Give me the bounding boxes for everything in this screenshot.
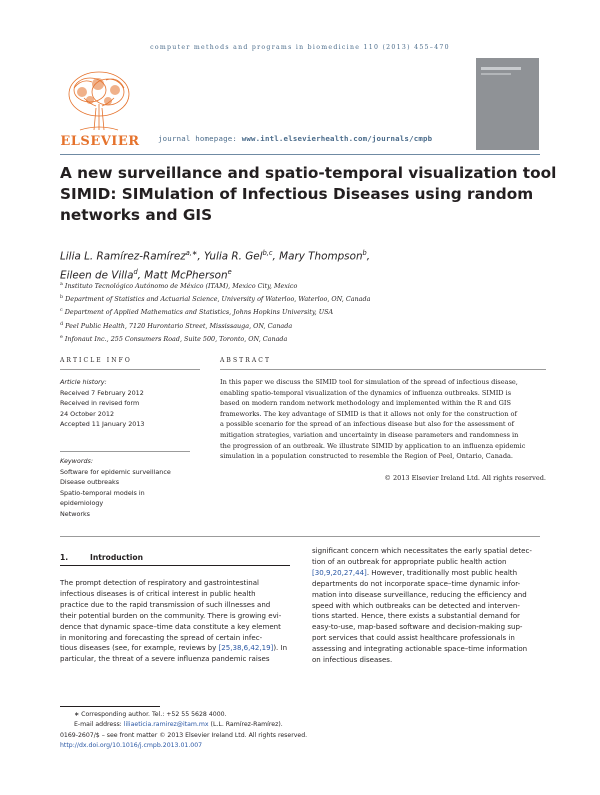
history-item: 24 October 2012	[60, 409, 115, 418]
body-line: dence that dynamic space–time data constitute a key element	[60, 621, 281, 631]
history-item: Received 7 February 2012	[60, 388, 144, 397]
author-name: Matt McPherson	[144, 269, 228, 282]
section-heading	[60, 553, 290, 562]
body-line: easy-to-use, map-based software and decision-making sup-	[312, 622, 523, 632]
body-line: tion of an outbreak for appropriate public health action	[312, 556, 507, 566]
abstract-rule	[220, 369, 546, 370]
affiliation: $^a$ Instituto Tecnológico Autónomo de México (ITAM), Mexico City, Mexico	[60, 282, 298, 291]
abstract-line: simulation in a population constructed to resemble the Region of Peel, Ontario, Canada.	[220, 452, 514, 461]
author-name: Mary Thompson	[279, 250, 363, 263]
homepage-label: journal homepage:	[158, 134, 242, 143]
history-item: Received in revised form	[60, 399, 140, 408]
abstract-copyright: © 2013 Elsevier Ireland Ltd. All rights reserved.	[384, 474, 546, 482]
body-line: tions started. Hence, there exists a substantial demand for	[312, 611, 520, 621]
header-rule	[60, 154, 540, 155]
author-sup: b,c	[262, 249, 273, 257]
article-info-rule	[60, 369, 200, 370]
intro-column-left	[60, 578, 292, 665]
body-line: assessing and integrating actionable space–time information	[312, 644, 528, 654]
info-divider	[60, 451, 190, 452]
affiliation: $^c$ Department of Applied Mathematics and Statistics, Johns Hopkins University, USA	[60, 308, 334, 317]
body-line: The prompt detection of respiratory and gastrointestinal	[60, 578, 259, 587]
section-rule	[60, 565, 290, 566]
title-line: SIMID: SIMulation of Infectious Diseases using random	[60, 185, 534, 203]
body-line: infectious diseases is of critical interest in public health	[60, 588, 256, 598]
body-line: port services that could assist healthcare professionals in	[312, 633, 515, 643]
body-line: in monitoring and forecasting the spread of certain infec-	[60, 632, 263, 642]
abstract-line: In this paper we discuss the SIMID tool for simulation of the spread of infectious disease,	[220, 378, 518, 386]
elsevier-wordmark: ELSEVIER	[60, 134, 140, 149]
affiliation-list	[60, 279, 540, 345]
keyword: Spatio-temporal models in	[60, 488, 145, 497]
title-line: A new surveillance and spatio-temporal visualization tool	[60, 164, 557, 182]
author-sep: ,	[137, 269, 145, 282]
email-link[interactable]: liliaeticia.ramirez@itam.mx	[123, 721, 209, 729]
affiliation: $^d$ Peel Public Health, 7120 Hurontario Street, Mississauga, ON, Canada	[60, 321, 293, 330]
citation-link[interactable]: [25,38,6,42,19]	[218, 643, 274, 653]
body-line: mation into disease surveillance, reducing the efficiency and	[312, 589, 527, 599]
author-sup: a,∗	[185, 249, 198, 257]
journal-header: computer methods and programs in biomedicine 110 (2013) 455–470	[150, 44, 450, 51]
homepage-url[interactable]: www.intl.elsevierhealth.com/journals/cmpb	[241, 134, 433, 143]
affiliation: $^e$ Infonaut Inc., 255 Consumers Road, Suite 500, Toronto, ON, Canada	[60, 334, 288, 343]
article-history	[60, 377, 200, 430]
abstract-line: a possible scenario for the spread of an infectious disease but also for the assessment of	[220, 420, 514, 429]
author-name: Yulia R. Gel	[203, 250, 263, 263]
abstract-line: frameworks. The key advantage of SIMID is that it allows not only for the construction of	[220, 409, 517, 418]
journal-homepage	[158, 134, 432, 143]
author-sup: d	[133, 268, 138, 277]
body-line: [30,9,20,27,44]. However, traditionally most public health	[312, 567, 518, 577]
author-sup: b	[362, 249, 367, 257]
body-line: their potential burden on the community. There is growing evi-	[60, 610, 282, 620]
affiliation: $^b$ Department of Statistics and Actuarial Science, University of Waterloo, Waterloo, ON, Canada	[60, 295, 371, 304]
abstract-heading: ABSTRACT	[220, 357, 272, 364]
cover-title-bar	[481, 67, 521, 70]
title-line: networks and GIS	[60, 206, 213, 224]
cover-subtitle-bar	[481, 73, 511, 75]
keyword: Disease outbreaks	[60, 478, 120, 487]
author-sup: e	[227, 268, 232, 277]
journal-cover-thumbnail	[476, 58, 539, 150]
email-line	[60, 720, 360, 730]
keyword: Software for epidemic surveillance	[60, 467, 171, 476]
body-line: significant concern which necessitates the early spatial detec-	[312, 546, 532, 555]
front-matter-rule	[60, 536, 540, 537]
footnote-rule	[60, 706, 160, 707]
corresponding-author: ∗ Corresponding author. Tel.: +52 55 5628 4000.	[74, 711, 227, 718]
body-line: practice due to the rapid transmission of such illnesses and	[60, 599, 271, 609]
history-item: Accepted 11 January 2013	[60, 420, 145, 429]
keywords	[60, 456, 200, 520]
issn-line: 0169-2607/$ – see front matter © 2013 Elsevier Ireland Ltd. All rights reserved.	[60, 731, 308, 739]
body-line: departments do not incorporate space–time dynamic infor-	[312, 578, 521, 588]
article-info-heading: ARTICLE INFO	[60, 357, 132, 364]
author-name: Lilia L. Ramírez-Ramírez	[60, 250, 186, 263]
abstract-line: the progression of an outbreak. We illustrate SIMID by application to an influenza epidemic	[220, 441, 526, 450]
section-title: Introduction	[90, 553, 144, 562]
abstract-line: mitigation strategies, variation and uncertainty in disease parameters and randomness in	[220, 430, 519, 439]
section-number: 1.	[60, 553, 69, 562]
author-sep: ,	[366, 250, 371, 263]
email-label: E-mail address:	[74, 721, 124, 729]
body-line: on infectious diseases.	[312, 655, 393, 665]
body-line: tious diseases (see, for example, reviews by [25,38,6,42,19]). In	[60, 643, 288, 653]
abstract-line: enabling spatio-temporal visualization of the dynamics of influenza outbreaks. SIMID is	[220, 388, 512, 397]
abstract-line: based on modern random network methodology and implemented within the R and GIS	[220, 399, 511, 408]
doi-link[interactable]: http://dx.doi.org/10.1016/j.cmpb.2013.01.007	[60, 741, 203, 749]
footnotes	[60, 710, 360, 751]
email-suffix: (L.L. Ramírez-Ramírez).	[208, 721, 283, 729]
body-line: particular, the threat of a severe influenza pandemic raises	[60, 654, 270, 664]
article-title	[60, 163, 557, 226]
keyword: Networks	[60, 509, 91, 518]
body-line: speed with which outbreaks can be detected and interven-	[312, 600, 520, 610]
history-label: Article history:	[60, 378, 107, 386]
intro-column-right	[312, 546, 544, 666]
author-sep: ,	[272, 250, 280, 263]
citation-link[interactable]: [30,9,20,27,44]	[312, 567, 367, 577]
author-sep: ,	[197, 250, 204, 263]
abstract-body	[220, 377, 546, 462]
keywords-label: Keywords:	[60, 457, 93, 465]
keyword: epidemiology	[60, 499, 104, 508]
author-name: Eileen de Villa	[60, 269, 134, 282]
